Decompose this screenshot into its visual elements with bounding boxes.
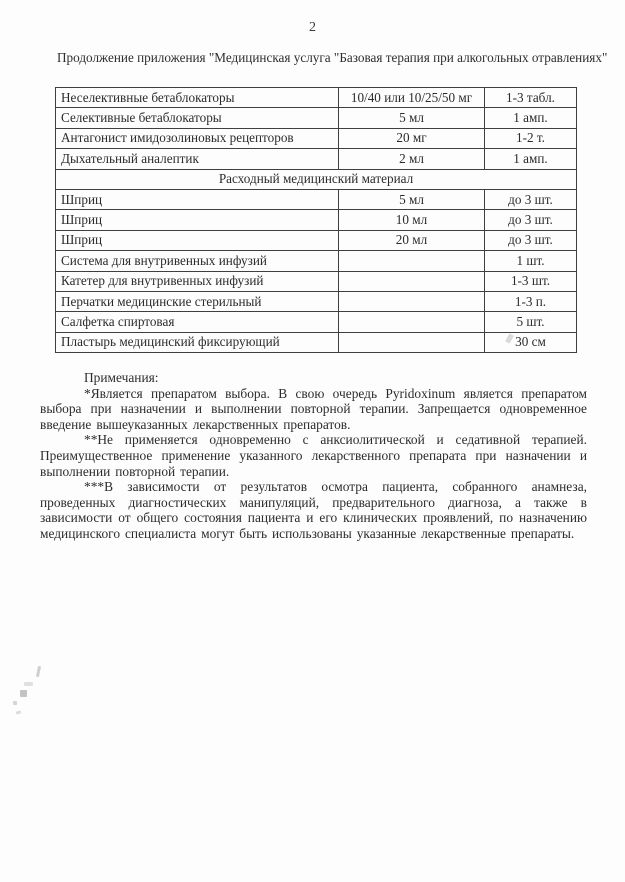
item-dose-cell: 10 мл <box>339 210 485 230</box>
scan-artifact <box>24 682 33 686</box>
item-dose-cell: 2 мл <box>339 149 485 169</box>
note-item-1: *Является препаратом выбора. В свою очередь Pyridoxinum является препаратом выбора при назначении и выполнении повторной терапии. Запрещается одновременное введение вышеуказанных лекарственных препаратов. <box>40 385 587 432</box>
item-dose-cell <box>339 271 485 291</box>
table-row <box>56 332 577 352</box>
med-table-body <box>56 88 577 353</box>
item-name-cell: Катетер для внутривенных инфузий <box>56 271 339 291</box>
item-name-cell: Антагонист имидозолиновых рецепторов <box>56 128 339 148</box>
note-item-2: **Не применяется одновременно с анксиолитической и седативной терапией. Преимущественное применение указанного лекарственного препарата при назначении и выполнении повторной терапии. <box>40 432 587 479</box>
table-row <box>56 312 577 332</box>
item-quantity-cell: до 3 шт. <box>485 210 577 230</box>
item-quantity-cell: 1-3 табл. <box>485 88 577 108</box>
document-continuation-heading: Продолжение приложения "Медицинская услуга "Базовая терапия при алкогольных отравлениях" <box>57 50 608 65</box>
item-quantity-cell: 30 см <box>485 332 577 352</box>
scan-artifact <box>16 710 22 714</box>
item-dose-cell <box>339 251 485 271</box>
item-quantity-cell: 1-3 п. <box>485 291 577 311</box>
notes-section <box>40 370 587 542</box>
table-row <box>56 88 577 108</box>
item-dose-cell <box>339 312 485 332</box>
table-row <box>56 149 577 169</box>
note-item-3: ***В зависимости от результатов осмотра пациента, собранного анамнеза, проведенных диагностических манипуляций, предварительного диагноза, а также в зависимости от общего состояния пациента и его клинических проявлений, по назначению медицинского специалиста могут быть использованы указанные лекарственные препараты. <box>40 479 587 541</box>
item-quantity-cell: до 3 шт. <box>485 189 577 209</box>
item-dose-cell: 5 мл <box>339 108 485 128</box>
table-row <box>56 189 577 209</box>
item-dose-cell: 10/40 или 10/25/50 мг <box>339 88 485 108</box>
item-dose-cell <box>339 291 485 311</box>
item-name-cell: Система для внутривенных инфузий <box>56 251 339 271</box>
item-quantity-cell: до 3 шт. <box>485 230 577 250</box>
scan-artifact <box>20 690 27 697</box>
item-dose-cell <box>339 332 485 352</box>
item-name-cell: Селективные бетаблокаторы <box>56 108 339 128</box>
item-dose-cell: 20 мг <box>339 128 485 148</box>
item-name-cell: Неселективные бетаблокаторы <box>56 88 339 108</box>
table-row <box>56 128 577 148</box>
item-quantity-cell: 5 шт. <box>485 312 577 332</box>
item-name-cell: Шприц <box>56 189 339 209</box>
notes-title: Примечания: <box>84 370 159 385</box>
medical-supplies-table <box>55 87 577 353</box>
item-quantity-cell: 1 амп. <box>485 149 577 169</box>
item-name-cell: Дыхательный аналептик <box>56 149 339 169</box>
item-quantity-cell: 1-2 т. <box>485 128 577 148</box>
item-name-cell: Пластырь медицинский фиксирующий <box>56 332 339 352</box>
scan-artifact <box>36 666 41 677</box>
page-number: 2 <box>309 20 316 35</box>
item-quantity-cell: 1 шт. <box>485 251 577 271</box>
item-quantity-cell: 1 амп. <box>485 108 577 128</box>
table-row <box>56 108 577 128</box>
item-dose-cell: 5 мл <box>339 189 485 209</box>
table-row <box>56 271 577 291</box>
table-row <box>56 251 577 271</box>
item-name-cell: Перчатки медицинские стерильный <box>56 291 339 311</box>
item-name-cell: Шприц <box>56 230 339 250</box>
item-name-cell: Шприц <box>56 210 339 230</box>
item-name-cell: Салфетка спиртовая <box>56 312 339 332</box>
table-row <box>56 230 577 250</box>
table-row <box>56 291 577 311</box>
item-dose-cell: 20 мл <box>339 230 485 250</box>
table-section-header: Расходный медицинский материал <box>56 169 577 189</box>
item-quantity-cell: 1-3 шт. <box>485 271 577 291</box>
scan-artifact <box>13 701 17 705</box>
table-row <box>56 210 577 230</box>
table-section-row <box>56 169 577 189</box>
